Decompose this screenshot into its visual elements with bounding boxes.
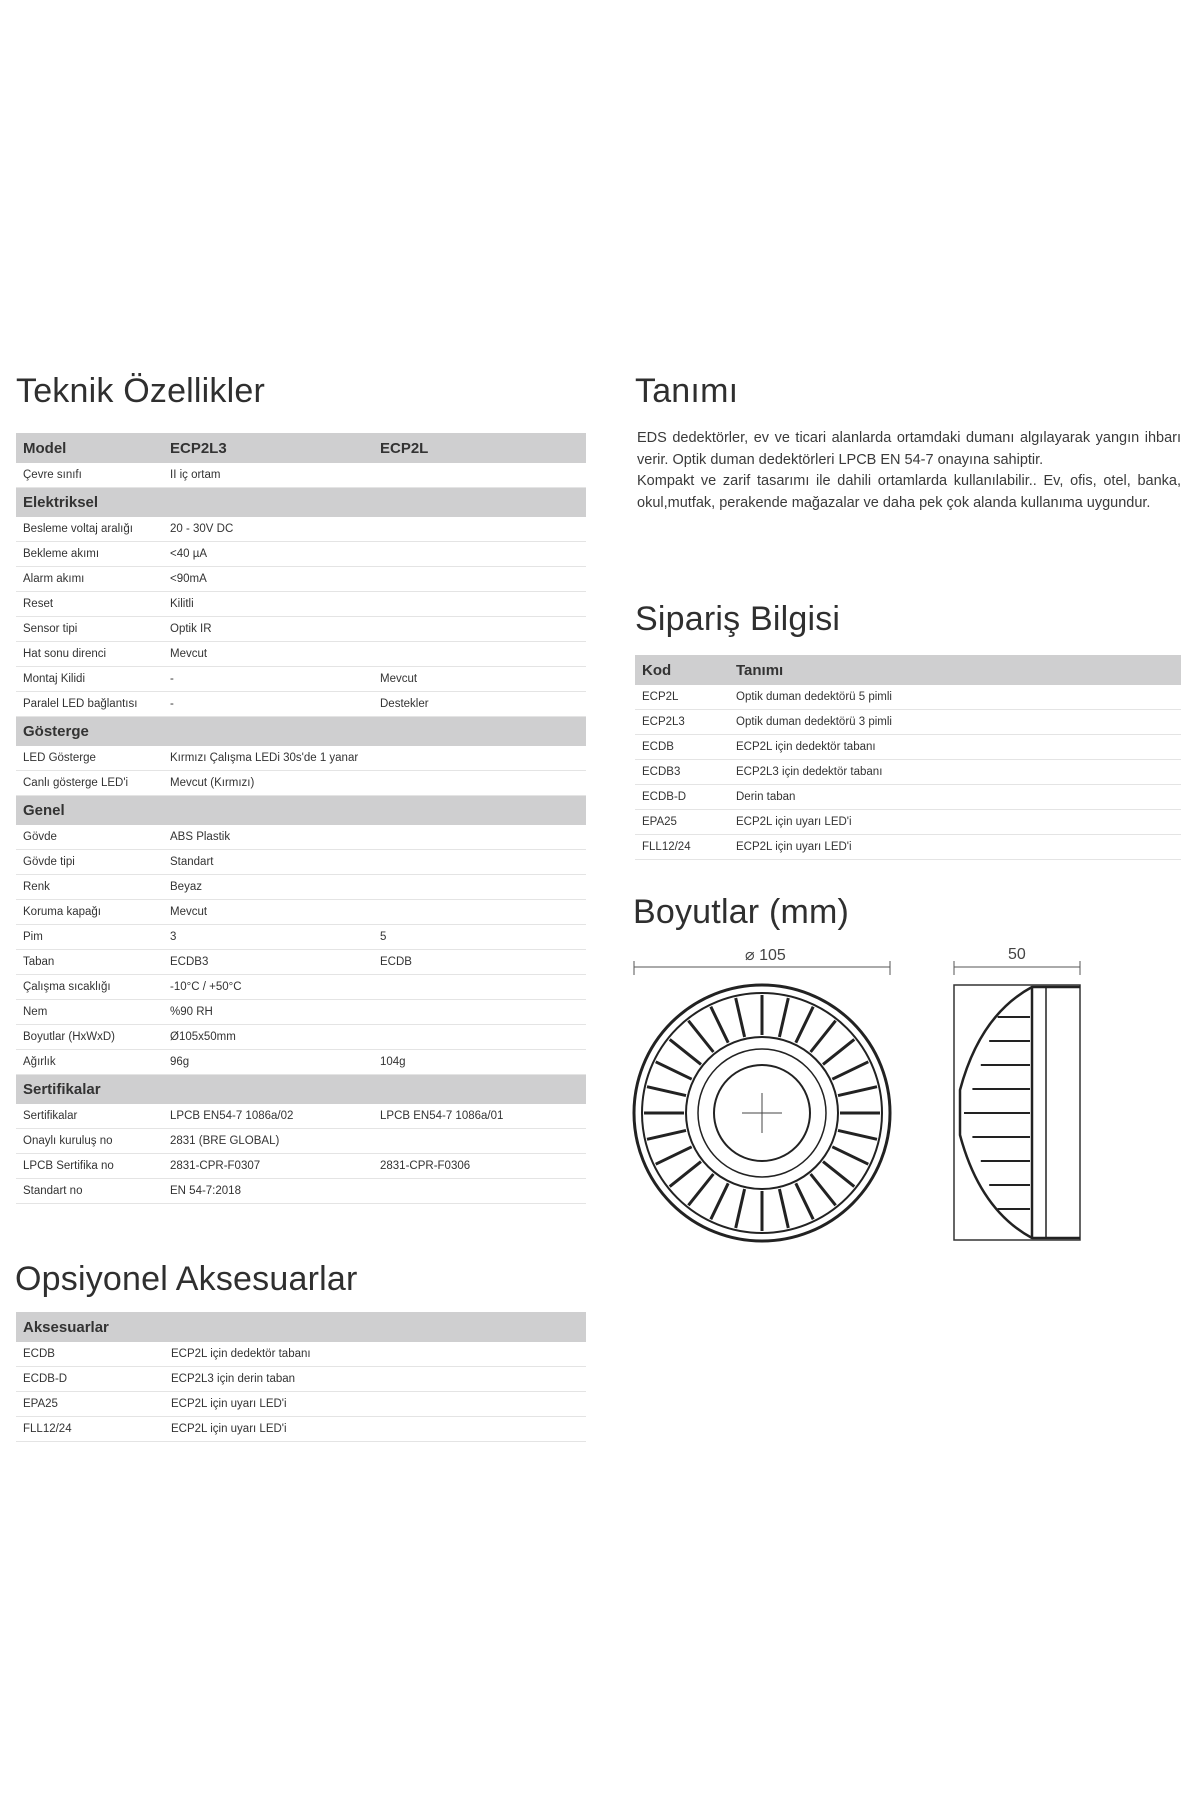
- spec-v1: <90mA: [163, 567, 373, 592]
- spec-v1: ABS Plastik: [163, 825, 373, 850]
- table-row: [16, 1392, 586, 1417]
- table-row: [16, 1417, 586, 1442]
- spec-v2: [373, 900, 586, 925]
- spec-label: Gövde tipi: [16, 850, 163, 875]
- spec-v1: EN 54-7:2018: [163, 1179, 373, 1204]
- section-header-row: [16, 488, 586, 518]
- spec-v2: [373, 617, 586, 642]
- section-title: Gösterge: [16, 717, 586, 747]
- spec-v2: 104g: [373, 1050, 586, 1075]
- table-row: [16, 975, 586, 1000]
- spec-label: Bekleme akımı: [16, 542, 163, 567]
- spec-label: Canlı gösterge LED'i: [16, 771, 163, 796]
- spec-v1: Beyaz: [163, 875, 373, 900]
- spec-v1: -: [163, 667, 373, 692]
- order-code: ECDB-D: [635, 785, 729, 810]
- order-description: ECP2L için uyarı LED'i: [729, 810, 1181, 835]
- specs-header-cell: Model: [16, 433, 163, 463]
- ordering-table: [635, 655, 1181, 860]
- spec-v2: [373, 975, 586, 1000]
- detector-top-view: [630, 955, 900, 1245]
- section-header-row: [16, 1075, 586, 1105]
- accessory-description: ECP2L için dedektör tabanı: [164, 1342, 586, 1367]
- accessory-code: FLL12/24: [16, 1417, 164, 1442]
- order-code: FLL12/24: [635, 835, 729, 860]
- spec-v1: Standart: [163, 850, 373, 875]
- vent-slot: [779, 1189, 788, 1228]
- vent-slot: [736, 1189, 745, 1228]
- spec-label: LED Gösterge: [16, 746, 163, 771]
- spec-label: Nem: [16, 1000, 163, 1025]
- spec-v2: [373, 875, 586, 900]
- section-title: Sertifikalar: [16, 1075, 586, 1105]
- accessories-title: Opsiyonel Aksesuarlar: [15, 1260, 358, 1298]
- order-code: EPA25: [635, 810, 729, 835]
- spec-v1: Mevcut: [163, 642, 373, 667]
- table-row: [16, 617, 586, 642]
- table-row: [16, 950, 586, 975]
- table-row: [16, 1154, 586, 1179]
- table-row: [635, 710, 1181, 735]
- order-description: Derin taban: [729, 785, 1181, 810]
- table-row: [16, 746, 586, 771]
- order-code: ECP2L3: [635, 710, 729, 735]
- spec-label: Montaj Kilidi: [16, 667, 163, 692]
- spec-v1: %90 RH: [163, 1000, 373, 1025]
- table-row: [16, 517, 586, 542]
- spec-label: Gövde: [16, 825, 163, 850]
- center-crosshair: [742, 1093, 782, 1133]
- spec-v2: [373, 542, 586, 567]
- table-row: [635, 835, 1181, 860]
- vent-slot: [811, 1174, 836, 1205]
- order-description: Optik duman dedektörü 3 pimli: [729, 710, 1181, 735]
- description-paragraph-2: Kompakt ve zarif tasarımı ile dahili ortamlarda kullanılabilir.. Ev, ofis, otel, banka, okul,mutfak, perakende mağazalar ve daha pek çok alanda kullanıma uygundur.: [637, 473, 1181, 511]
- spec-v2: [373, 825, 586, 850]
- table-row: [635, 785, 1181, 810]
- spec-v2: LPCB EN54-7 1086a/01: [373, 1104, 586, 1129]
- spec-label: Koruma kapağı: [16, 900, 163, 925]
- spec-v2: 2831-CPR-F0306: [373, 1154, 586, 1179]
- order-description: Optik duman dedektörü 5 pimli: [729, 685, 1181, 710]
- section-header-row: [16, 796, 586, 826]
- specs-table: [16, 433, 586, 1204]
- spec-label: Renk: [16, 875, 163, 900]
- spec-v1: 96g: [163, 1050, 373, 1075]
- spec-v1: Ø105x50mm: [163, 1025, 373, 1050]
- table-row: [16, 642, 586, 667]
- table-row: [16, 592, 586, 617]
- table-row: [16, 667, 586, 692]
- spec-v1: <40 µA: [163, 542, 373, 567]
- spec-v2: [373, 771, 586, 796]
- spec-label: Onaylı kuruluş no: [16, 1129, 163, 1154]
- spec-v1: LPCB EN54-7 1086a/02: [163, 1104, 373, 1129]
- accessory-description: ECP2L3 için derin taban: [164, 1367, 586, 1392]
- vent-slot: [647, 1087, 686, 1096]
- spec-label: Alarm akımı: [16, 567, 163, 592]
- spec-label: Ağırlık: [16, 1050, 163, 1075]
- table-row: [16, 1342, 586, 1367]
- dimensions-title: Boyutlar (mm): [633, 893, 850, 931]
- side-fins: [964, 1017, 1030, 1209]
- description-title: Tanımı: [635, 372, 739, 410]
- table-row: [635, 810, 1181, 835]
- spec-v2: [373, 850, 586, 875]
- spec-label: Sensor tipi: [16, 617, 163, 642]
- spec-v2: Mevcut: [373, 667, 586, 692]
- accessories-table: [16, 1312, 586, 1442]
- table-row: [16, 1179, 586, 1204]
- specs-header-row: [16, 433, 586, 463]
- spec-v1: 2831 (BRE GLOBAL): [163, 1129, 373, 1154]
- ordering-title: Sipariş Bilgisi: [635, 600, 841, 638]
- spec-v2: [373, 1000, 586, 1025]
- spec-label: Boyutlar (HxWxD): [16, 1025, 163, 1050]
- accessory-code: EPA25: [16, 1392, 164, 1417]
- ordering-header-row: [635, 655, 1181, 685]
- spec-v2: [373, 592, 586, 617]
- table-row: [16, 875, 586, 900]
- vent-slot: [656, 1062, 692, 1079]
- accessory-code: ECDB-D: [16, 1367, 164, 1392]
- spec-v2: [373, 1179, 586, 1204]
- table-row: [16, 1050, 586, 1075]
- description-paragraph-1: EDS dedektörler, ev ve ticari alanlarda ortamdaki dumanı algılayarak yangın ihbarı verir. Optik duman dedektörleri LPCB EN 54-7 onayına sahiptir.: [637, 430, 1181, 468]
- order-code: ECP2L: [635, 685, 729, 710]
- section-title: Genel: [16, 796, 586, 826]
- spec-v2: ECDB: [373, 950, 586, 975]
- section-title: Elektriksel: [16, 488, 586, 518]
- spec-label: Besleme voltaj aralığı: [16, 517, 163, 542]
- vent-slot: [796, 1183, 813, 1219]
- order-code: ECDB: [635, 735, 729, 760]
- spec-label: Reset: [16, 592, 163, 617]
- description-text: [637, 428, 1181, 514]
- table-row: [635, 685, 1181, 710]
- specs-header-cell: ECP2L: [373, 433, 586, 463]
- vent-slot: [688, 1174, 713, 1205]
- vent-slot: [656, 1147, 692, 1164]
- table-row: [16, 1025, 586, 1050]
- diameter-label: ⌀ 105: [745, 947, 786, 964]
- spec-v2: Destekler: [373, 692, 586, 717]
- table-row: [16, 542, 586, 567]
- spec-label: Paralel LED bağlantısı: [16, 692, 163, 717]
- section-header-row: [16, 717, 586, 747]
- spec-v1: Kırmızı Çalışma LEDi 30s'de 1 yanar: [163, 746, 373, 771]
- ordering-header-cell: Kod: [635, 655, 729, 685]
- vent-slot: [647, 1130, 686, 1139]
- vent-slot: [832, 1147, 868, 1164]
- vent-slot: [670, 1162, 701, 1187]
- spec-v2: [373, 642, 586, 667]
- spec-label: Pim: [16, 925, 163, 950]
- table-row: [635, 735, 1181, 760]
- spec-v1: Mevcut (Kırmızı): [163, 771, 373, 796]
- vent-slot: [779, 998, 788, 1037]
- order-description: ECP2L için dedektör tabanı: [729, 735, 1181, 760]
- spec-v1: 20 - 30V DC: [163, 517, 373, 542]
- order-description: ECP2L3 için dedektör tabanı: [729, 760, 1181, 785]
- accessory-description: ECP2L için uyarı LED'i: [164, 1417, 586, 1442]
- spec-v1: -10°C / +50°C: [163, 975, 373, 1000]
- spec-label: LPCB Sertifika no: [16, 1154, 163, 1179]
- spec-v1: ECDB3: [163, 950, 373, 975]
- accessories-header-cell: Aksesuarlar: [16, 1312, 586, 1342]
- order-description: ECP2L için uyarı LED'i: [729, 835, 1181, 860]
- vent-slot: [736, 998, 745, 1037]
- table-row: [16, 900, 586, 925]
- table-row: [16, 463, 586, 488]
- spec-label: Sertifikalar: [16, 1104, 163, 1129]
- spec-v2: [373, 746, 586, 771]
- vent-slot: [811, 1021, 836, 1052]
- specs-header-cell: ECP2L3: [163, 433, 373, 463]
- detector-side-view: [950, 955, 1090, 1245]
- table-row: [16, 925, 586, 950]
- spec-label: Standart no: [16, 1179, 163, 1204]
- table-row: [635, 760, 1181, 785]
- spec-v2: 5: [373, 925, 586, 950]
- table-row: [16, 771, 586, 796]
- vent-slot: [670, 1039, 701, 1064]
- spec-v1: -: [163, 692, 373, 717]
- table-row: [16, 567, 586, 592]
- height-label: 50: [1008, 946, 1026, 963]
- spec-label: Çevre sınıfı: [16, 463, 163, 488]
- spec-v2: [373, 1129, 586, 1154]
- vent-slot: [832, 1062, 868, 1079]
- spec-label: Hat sonu direnci: [16, 642, 163, 667]
- height-dimension-line: [954, 961, 1080, 975]
- vent-slot: [796, 1007, 813, 1043]
- spec-v1: II iç ortam: [163, 463, 373, 488]
- vent-slot: [823, 1039, 854, 1064]
- spec-v2: [373, 567, 586, 592]
- vent-slot: [711, 1183, 728, 1219]
- table-row: [16, 1104, 586, 1129]
- vent-slot: [688, 1021, 713, 1052]
- table-row: [16, 850, 586, 875]
- accessories-header-row: [16, 1312, 586, 1342]
- table-row: [16, 1367, 586, 1392]
- vent-slot: [838, 1087, 877, 1096]
- accessory-description: ECP2L için uyarı LED'i: [164, 1392, 586, 1417]
- spec-v2: [373, 463, 586, 488]
- spec-v1: 3: [163, 925, 373, 950]
- table-row: [16, 825, 586, 850]
- spec-v1: 2831-CPR-F0307: [163, 1154, 373, 1179]
- order-code: ECDB3: [635, 760, 729, 785]
- vent-slot: [838, 1130, 877, 1139]
- specs-title: Teknik Özellikler: [16, 372, 266, 410]
- table-row: [16, 1000, 586, 1025]
- vent-slot: [711, 1007, 728, 1043]
- spec-v1: Optik IR: [163, 617, 373, 642]
- spec-v2: [373, 517, 586, 542]
- ordering-header-cell: Tanımı: [729, 655, 1181, 685]
- spec-v2: [373, 1025, 586, 1050]
- vent-slot: [823, 1162, 854, 1187]
- spec-v1: Kilitli: [163, 592, 373, 617]
- table-row: [16, 1129, 586, 1154]
- spec-label: Taban: [16, 950, 163, 975]
- accessory-code: ECDB: [16, 1342, 164, 1367]
- table-row: [16, 692, 586, 717]
- diameter-dimension-line: [634, 961, 890, 975]
- spec-v1: Mevcut: [163, 900, 373, 925]
- spec-label: Çalışma sıcaklığı: [16, 975, 163, 1000]
